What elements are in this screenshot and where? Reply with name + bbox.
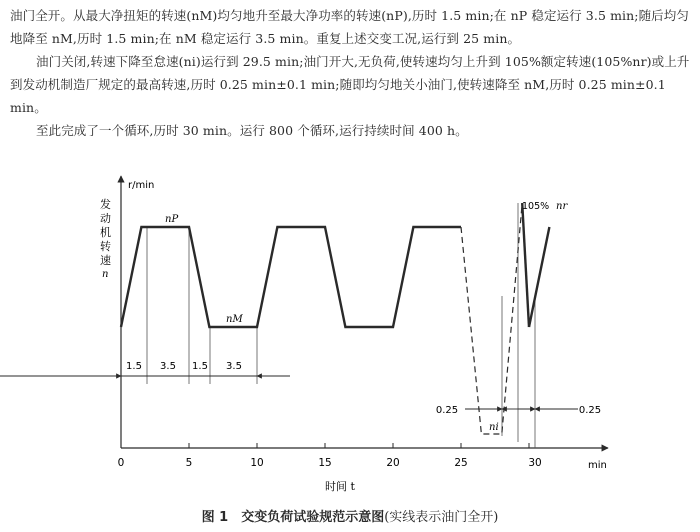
speed-curve bbox=[121, 203, 549, 434]
x-unit-label: min bbox=[588, 460, 607, 471]
caption-title: 图 1 交变负荷试验规范示意图 bbox=[201, 510, 385, 525]
y-title-char: n bbox=[102, 269, 109, 280]
y-axis-title bbox=[100, 197, 111, 280]
label-nr: nr bbox=[556, 201, 568, 212]
x-tick-label: 0 bbox=[117, 457, 125, 469]
y-title-char: 机 bbox=[100, 226, 111, 239]
label-ni: ni bbox=[489, 422, 499, 433]
figure-caption bbox=[0, 506, 700, 525]
x-tick-label: 30 bbox=[528, 457, 542, 469]
caption-note: (实线表示油门全开) bbox=[384, 510, 499, 525]
paragraph-1: 油门全开。从最大净扭矩的转速(nM)均匀地升至最大净功率的转速(nP),历时 1.5 min;在 nP 稳定运行 3.5 min;随后均匀地降至 nM,历时 1.5 min;在 nM 稳定运行 3.5 min。重复上述交变工况,运行到 25 min。 bbox=[10, 8, 689, 46]
label-105-percent: 105% bbox=[522, 201, 550, 212]
reference-lines bbox=[147, 203, 535, 448]
x-tick-label: 10 bbox=[250, 457, 264, 469]
x-ticks bbox=[121, 443, 529, 448]
y-title-char: 转 bbox=[100, 240, 111, 253]
duration-025-right: 0.25 bbox=[578, 405, 602, 416]
label-np: nP bbox=[165, 214, 179, 225]
duration-label: 1.5 bbox=[192, 361, 208, 372]
duration-025-left: 0.25 bbox=[435, 405, 459, 416]
paragraph-2: 油门关闭,转速下降至怠速(ni)运行到 29.5 min;油门开大,无负荷,使转速均匀上升到 105%额定转速(105%nr)或上升到发动机制造厂规定的最高转速,历时 0.25 min±0.1 min;随即均匀地关小油门,使转速降至 nM,历时 0.25 min±0.1 min。 bbox=[10, 54, 690, 115]
x-tick-label: 15 bbox=[318, 457, 332, 469]
label-nm: nM bbox=[226, 314, 243, 325]
curve-series-4 bbox=[529, 227, 549, 327]
x-axis-title: 时间 t bbox=[325, 480, 355, 493]
y-title-char: 速 bbox=[100, 254, 111, 267]
y-title-char: 动 bbox=[100, 212, 111, 225]
curve-series-3 bbox=[522, 203, 529, 327]
duration-label: 3.5 bbox=[160, 361, 176, 372]
x-tick-labels bbox=[118, 457, 542, 469]
duration-labels bbox=[126, 361, 242, 372]
x-tick-label: 5 bbox=[185, 457, 193, 469]
duration-label: 3.5 bbox=[226, 361, 242, 372]
duration-label: 1.5 bbox=[126, 361, 142, 372]
paragraph-3: 至此完成了一个循环,历时 30 min。运行 800 个循环,运行持续时间 400 h。 bbox=[36, 123, 468, 138]
curve-series-2 bbox=[461, 203, 522, 434]
curve-series-1 bbox=[121, 227, 461, 327]
x-tick-label: 25 bbox=[454, 457, 468, 469]
x-tick-label: 20 bbox=[386, 457, 400, 469]
y-title-char: 发 bbox=[100, 198, 111, 211]
y-unit-label: r/min bbox=[128, 180, 155, 191]
